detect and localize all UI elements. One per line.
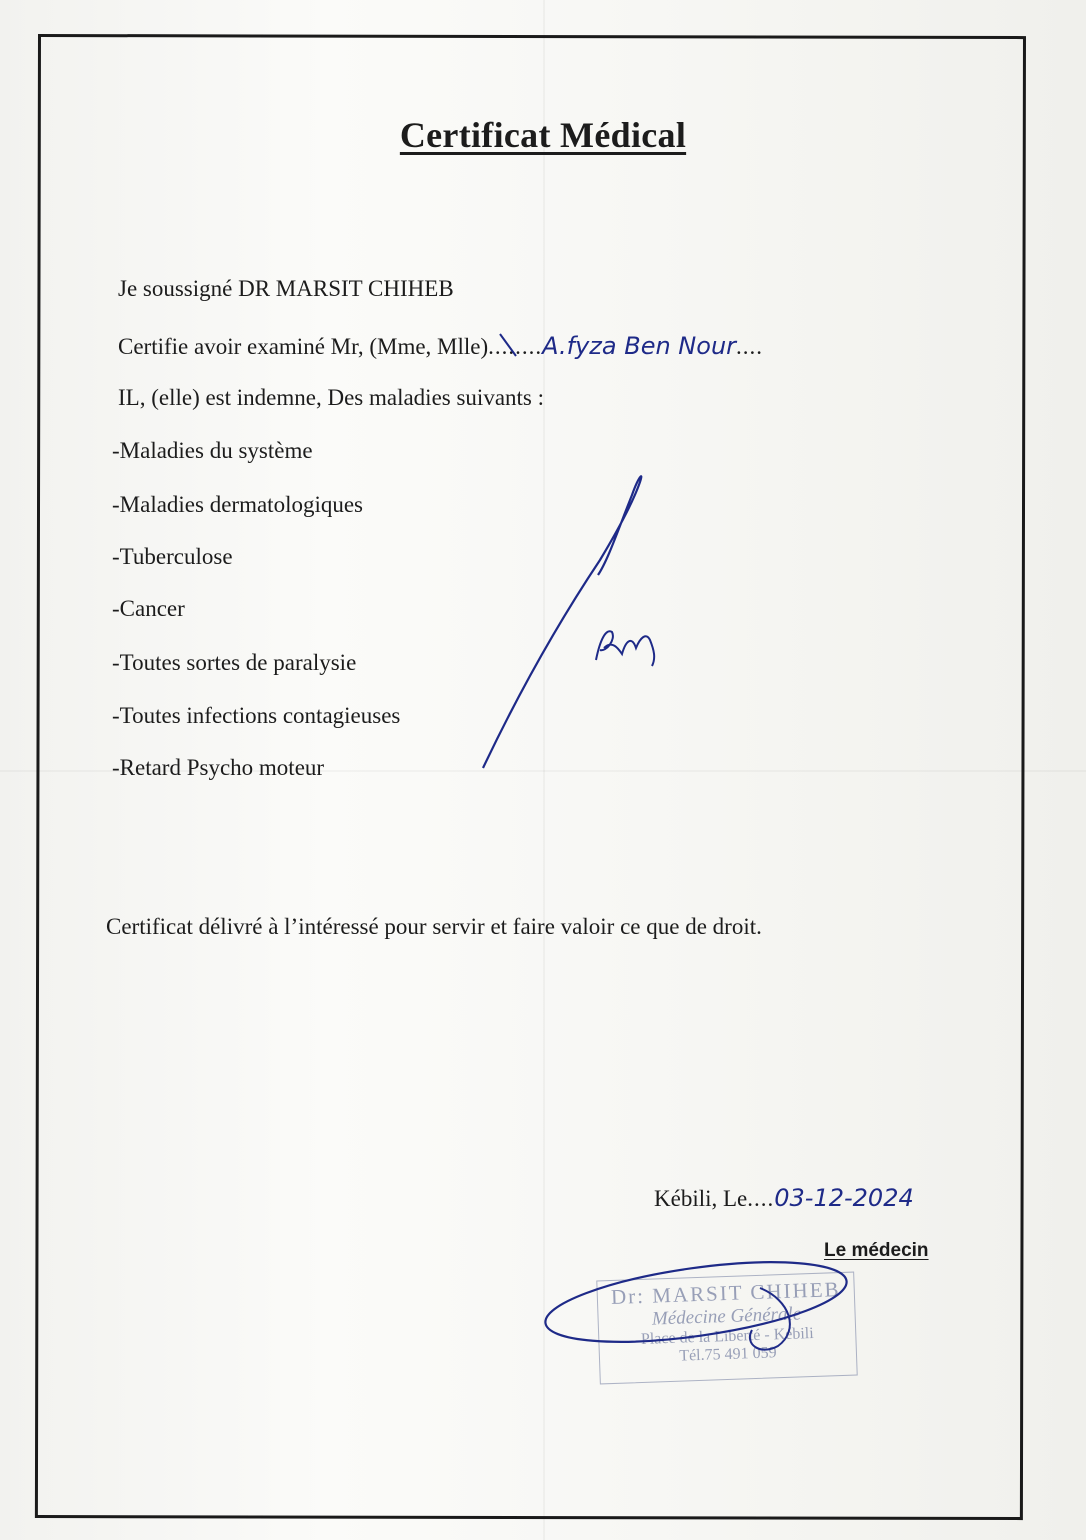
stamp-phone: Tél.75 491 059 (678, 1344, 777, 1365)
statement-line: IL, (elle) est indemne, Des maladies suivants : (118, 385, 545, 410)
disease-item: -Toutes sortes de paralysie (112, 650, 357, 675)
disease-item: -Tuberculose (112, 544, 233, 569)
dotted-leader: .... (747, 1186, 775, 1211)
signatory-label: Le médecin (824, 1240, 929, 1261)
stamp-doctor-name: Dr: MARSIT CHIHEB (610, 1277, 841, 1310)
patient-name-handwritten: A.fyza Ben Nour (542, 332, 737, 360)
date-handwritten: 03-12-2024 (774, 1184, 914, 1212)
stamp-specialty: Médecine Générale (651, 1303, 802, 1330)
certify-line (118, 332, 763, 360)
dotted-leader: .... (736, 334, 764, 359)
disease-item: -Maladies dermatologiques (112, 492, 364, 517)
document-title: Certificat Médical (399, 115, 687, 155)
closing-statement: Certificat délivré à l’intéressé pour servir et faire valoir ce que de droit. (106, 914, 762, 939)
disease-item: -Cancer (112, 596, 185, 621)
place-date-line (654, 1184, 914, 1212)
disease-item: -Retard Psycho moteur (112, 755, 325, 780)
intro-line: Je soussigné DR MARSIT CHIHEB (118, 276, 454, 301)
disease-item: -Maladies du système (112, 438, 313, 463)
stamp-address: Place de la Liberté - Kébili (640, 1324, 814, 1349)
disease-item: -Toutes infections contagieuses (112, 703, 401, 728)
certify-prefix: Certifie avoir examiné Mr, (Mme, Mlle) (118, 334, 489, 359)
doctor-stamp (596, 1272, 857, 1385)
dotted-leader: ........ (488, 334, 543, 359)
place-date-prefix: Kébili, Le (654, 1186, 748, 1211)
